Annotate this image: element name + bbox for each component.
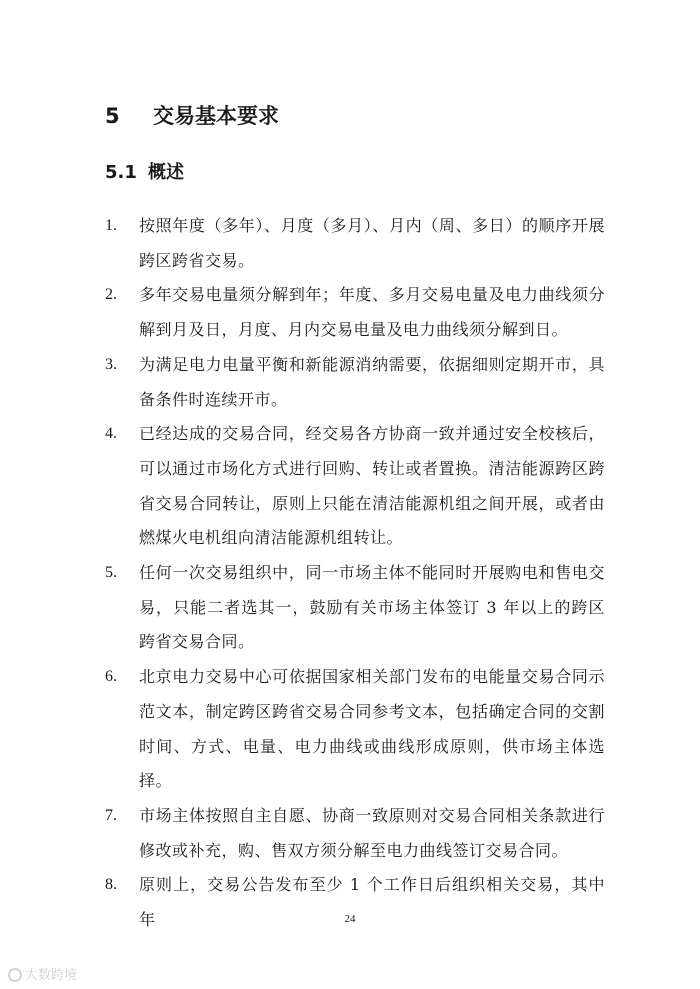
list-item-index: 2. [105, 286, 117, 304]
list-item [105, 799, 605, 868]
list-item-index: 5. [105, 564, 117, 582]
list-item [105, 417, 605, 556]
subsection-title: 概述 [148, 162, 184, 183]
list-item-index: 3. [105, 355, 117, 373]
list-item-text: 原则上，交易公告发布至少 1 个工作日后组织相关交易，其中年 [139, 875, 605, 930]
list-item [105, 556, 605, 660]
list-item [105, 660, 605, 799]
list-item-index: 6. [105, 668, 117, 686]
list-item-index: 1. [105, 217, 117, 234]
watermark-logo-icon [8, 968, 22, 982]
list-item [105, 868, 605, 937]
list-item-text: 按照年度（多年）、月度（多月）、月内（周、多日）的顺序开展跨区跨省交易。 [139, 216, 605, 270]
watermark-text: 大数跨境 [25, 968, 78, 983]
list-item-text: 已经达成的交易合同，经交易各方协商一致并通过安全校核后，可以通过市场化方式进行回购、转让或者置换。清洁能源跨区跨省交易合同转让，原则上只能在清洁能源机组之间开展，或者由燃煤火电机组向清洁能源机组转让。 [139, 424, 605, 548]
list-item [105, 348, 605, 417]
section-heading [105, 101, 279, 131]
section-number: 5 [105, 104, 120, 128]
list-item-text: 北京电力交易中心可依据国家相关部门发布的电能量交易合同示范文本，制定跨区跨省交易合同参考文本，包括确定合同的交割时间、方式、电量、电力曲线或曲线形成原则，供市场主体选择。 [139, 667, 605, 791]
list-item [105, 278, 605, 347]
list-item-index: 8. [105, 876, 117, 894]
subsection-number: 5.1 [105, 162, 137, 183]
list-item-index: 4. [105, 425, 117, 443]
page-number: 24 [344, 913, 356, 925]
requirements-list [105, 209, 605, 938]
watermark [8, 964, 77, 983]
list-item-text: 市场主体按照自主自愿、协商一致原则对交易合同相关条款进行修改或补充，购、售双方须分解至电力曲线签订交易合同。 [139, 805, 605, 860]
list-item-text: 任何一次交易组织中，同一市场主体不能同时开展购电和售电交易，只能二者选其一，鼓励有关市场主体签订 3 年以上的跨区跨省交易合同。 [139, 563, 605, 652]
list-item-text: 多年交易电量须分解到年；年度、多月交易电量及电力曲线须分解到月及日，月度、月内交易电量及电力曲线须分解到日。 [139, 285, 605, 340]
subsection-heading [105, 158, 184, 188]
list-item [105, 209, 605, 278]
list-item-index: 7. [105, 806, 117, 824]
list-item-text: 为满足电力电量平衡和新能源消纳需要，依据细则定期开市，具备条件时连续开市。 [139, 354, 605, 409]
section-title: 交易基本要求 [153, 104, 279, 128]
